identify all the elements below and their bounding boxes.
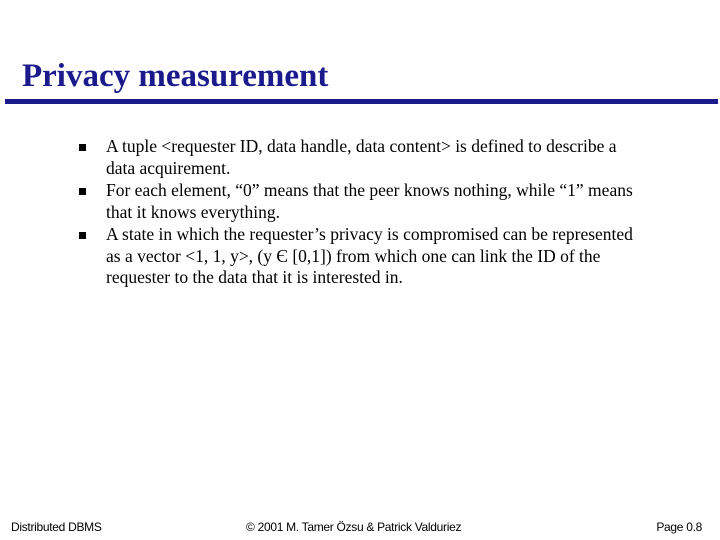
bullet-item-1 [0,136,636,179]
square-bullet-icon [79,188,86,195]
title-underline-rule [5,99,718,104]
footer-copyright: © 2001 M. Tamer Özsu & Patrick Valduriez [246,520,462,534]
bullet-list [0,136,720,290]
bullet-text-1: A tuple <requester ID, data handle, data content> is defined to describe a data acquirement. [106,136,617,178]
square-bullet-icon [79,144,86,151]
bullet-text-3: A state in which the requester’s privacy is compromised can be represented as a vector <1, 1, y>, (y Є [0,1]) from which one can link the ID of the requester to the data that it is interested in. [106,224,633,287]
footer-page-number: Page 0.8 [656,520,702,534]
square-bullet-icon [79,232,86,239]
slide-title: Privacy measurement [22,58,329,94]
bullet-item-2 [0,180,636,223]
bullet-item-3 [0,224,636,289]
footer-course-name: Distributed DBMS [11,520,102,534]
bullet-text-2: For each element, “0” means that the peer knows nothing, while “1” means that it knows everything. [106,180,633,222]
